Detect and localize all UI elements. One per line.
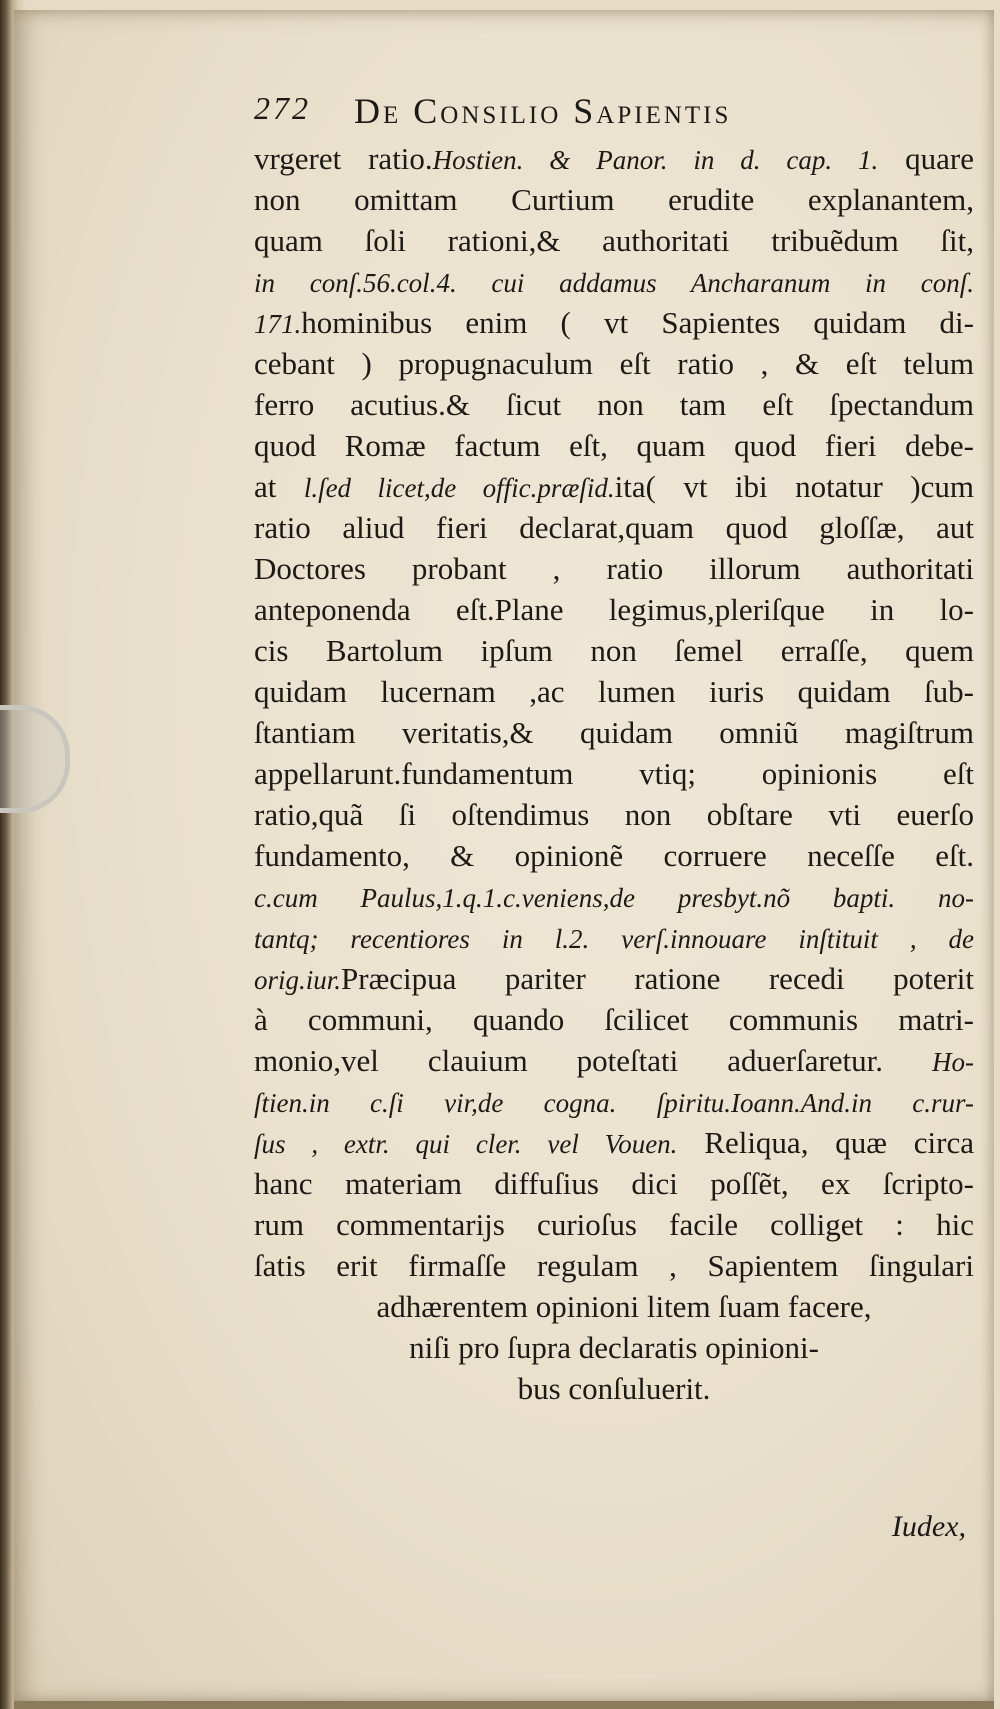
text-line — [254, 302, 974, 343]
body-text-span: Reliqua, quæ circa — [677, 1125, 974, 1160]
body-text-span: ferro acutius.& ſicut non tam eſt ſpectandum — [254, 387, 974, 422]
body-text-span: Præcipua pariter ratione recedi poterit — [341, 961, 974, 996]
body-text-span: ſatis erit firmaſſe regulam , Sapientem ſingulari — [254, 1248, 974, 1283]
text-line — [254, 1122, 974, 1163]
text-line — [254, 876, 974, 917]
body-text-span: quare — [878, 141, 974, 176]
text-block — [254, 90, 974, 1409]
text-line — [254, 1040, 974, 1081]
text-line — [254, 753, 974, 794]
body-text-span: hominibus enim ( vt Sapientes quidam di- — [301, 305, 974, 340]
citation-text: l.ſed licet,de offic.præſid. — [303, 473, 615, 503]
body-text-span: vrgeret ratio. — [254, 141, 433, 176]
body-text-span: ratio aliud fieri declarat,quam quod gloſſæ, aut — [254, 510, 974, 545]
text-line — [254, 1163, 974, 1204]
citation-text: Hostien. & Panor. in d. cap. 1. — [432, 145, 879, 175]
catchword: Iudex, — [891, 1510, 966, 1543]
citation-text: ſtien.in c.ſi vir,de cogna. ſpiritu.Ioann.And.in c.rur- — [254, 1088, 974, 1118]
text-line — [254, 999, 974, 1040]
body-text-span: non omittam Curtium erudite explanantem, — [254, 182, 974, 217]
text-line — [254, 917, 974, 958]
body-text-span: ratio,quã ſi oſtendimus non obſtare vti euerſo — [254, 797, 974, 832]
text-line — [254, 671, 974, 712]
body-text-span: Doctores probant , ratio illorum authoritati — [254, 551, 974, 586]
text-line — [254, 1368, 974, 1409]
body-text-span: ſtantiam veritatis,& quidam omniũ magiſtrum — [254, 715, 974, 750]
text-line — [254, 466, 974, 507]
text-line — [254, 179, 974, 220]
citation-text: ſus , extr. qui cler. vel Vouen. — [254, 1129, 678, 1159]
page-number: 272 — [254, 90, 311, 126]
running-head-title: De Consilio Sapientis — [354, 91, 732, 131]
citation-text: orig.iur. — [254, 965, 342, 995]
citation-text: in conſ.56.col.4. cui addamus Ancharanum in conſ. — [254, 268, 974, 298]
body-text-span: anteponenda eſt.Plane legimus,pleriſque in lo- — [254, 592, 974, 627]
text-line — [254, 384, 974, 425]
citation-text: c.cum Paulus,1.q.1.c.veniens,de presbyt.nõ bapti. no- — [254, 883, 974, 913]
citation-text: 171. — [254, 309, 302, 339]
body-text-span: hanc materiam diffuſius dici poſſẽt, ex ſcripto- — [254, 1166, 974, 1201]
body-text-span: adhærentem opinioni litem ſuam facere, — [376, 1289, 872, 1324]
book-page — [14, 10, 994, 1702]
citation-text: tantq; recentiores in l.2. verſ.innouare inſtituit , de — [254, 924, 974, 954]
text-line — [254, 220, 974, 261]
body-text-span: à communi, quando ſcilicet communis matri- — [254, 1002, 974, 1037]
body-text-span: quidam lucernam ,ac lumen iuris quidam ſub- — [254, 674, 974, 709]
running-head — [254, 90, 974, 138]
text-line — [254, 1245, 974, 1286]
text-line — [254, 343, 974, 384]
text-line — [254, 1327, 974, 1368]
body-text-span: bus conſuluerit. — [517, 1371, 711, 1406]
body-text-span: cis Bartolum ipſum non ſemel erraſſe, quem — [254, 633, 974, 668]
body-text-span: quam ſoli rationi,& authoritati tribuẽdum ſit, — [254, 223, 974, 258]
text-line — [254, 589, 974, 630]
body-text — [254, 138, 974, 1409]
text-line — [254, 630, 974, 671]
citation-text: Ho- — [932, 1047, 974, 1077]
body-text-span: niſi pro ſupra declaratis opinioni- — [409, 1330, 819, 1365]
text-line — [254, 794, 974, 835]
text-line — [254, 1204, 974, 1245]
text-line — [254, 1286, 974, 1327]
body-text-span: monio,vel clauium poteſtati aduerſaretur. — [254, 1043, 932, 1078]
page-edge — [14, 1701, 994, 1709]
text-line — [254, 835, 974, 876]
text-line — [254, 507, 974, 548]
text-line — [254, 958, 974, 999]
text-line — [254, 548, 974, 589]
body-text-span: fundamento, & opinionẽ corruere neceſſe eſt. — [254, 838, 974, 873]
text-line — [254, 138, 974, 179]
text-line — [254, 261, 974, 302]
body-text-span: quod Romæ factum eſt, quam quod fieri debe- — [254, 428, 974, 463]
text-line — [254, 712, 974, 753]
body-text-span: appellarunt.fundamentum vtiq; opinionis eſt — [254, 756, 974, 791]
body-text-span: at — [254, 469, 304, 504]
body-text-span: ita( vt ibi notatur )cum — [614, 469, 974, 504]
text-line — [254, 1081, 974, 1122]
body-text-span: rum commentarijs curioſus facile colliget : hic — [254, 1207, 974, 1242]
body-text-span: cebant ) propugnaculum eſt ratio , & eſt telum — [254, 346, 974, 381]
text-line — [254, 425, 974, 466]
